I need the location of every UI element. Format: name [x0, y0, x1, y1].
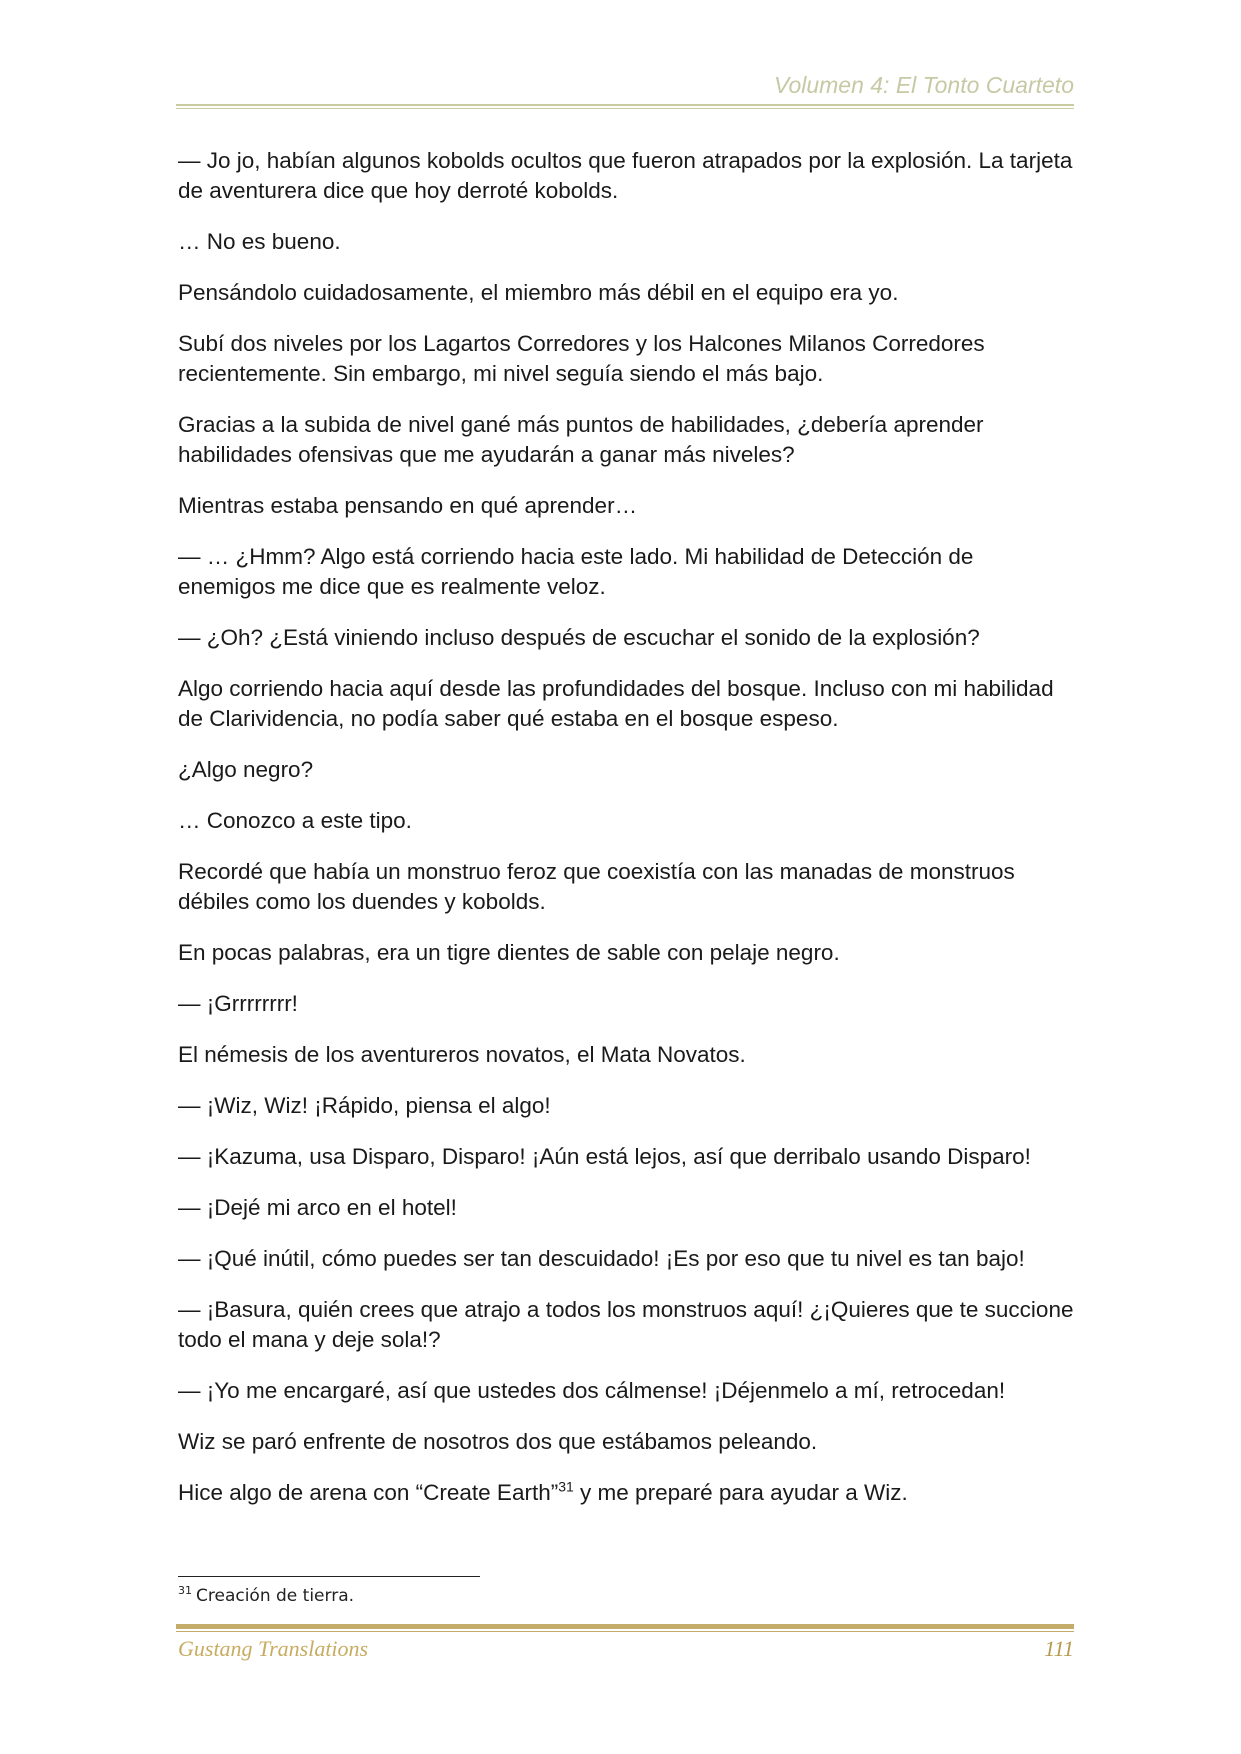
paragraph: Subí dos niveles por los Lagartos Corredores y los Halcones Milanos Corredores recientemente. Sin embargo, mi nivel seguía siendo el más bajo.	[178, 331, 985, 386]
paragraph: Gracias a la subida de nivel gané más puntos de habilidades, ¿debería aprender habilidades ofensivas que me ayudarán a ganar más niveles?	[178, 412, 984, 467]
paragraph-text-after: y me preparé para ayudar a Wiz.	[573, 1480, 908, 1505]
paragraph: — … ¿Hmm? Algo está corriendo hacia este lado. Mi habilidad de Detección de enemigos me dice que es realmente veloz.	[178, 544, 974, 599]
footer-credit: Gustang Translations	[178, 1636, 369, 1661]
paragraph: Recordé que había un monstruo feroz que coexistía con las manadas de monstruos débiles como los duendes y kobolds.	[178, 859, 1015, 914]
header-title: Volumen 4: El Tonto Cuarteto	[773, 72, 1074, 98]
paragraph: Algo corriendo hacia aquí desde las profundidades del bosque. Incluso con mi habilidad de Clarividencia, no podía saber qué estaba en el bosque espeso.	[178, 676, 1054, 731]
footnote	[178, 1586, 354, 1606]
footnote-text: Creación de tierra.	[196, 1586, 355, 1606]
footer-rule	[176, 1624, 1074, 1629]
page-number: 111	[1044, 1636, 1074, 1661]
paragraph: — ¡Dejé mi arco en el hotel!	[178, 1195, 457, 1220]
paragraph: Wiz se paró enfrente de nosotros dos que estábamos peleando.	[178, 1429, 818, 1454]
header-rule	[176, 104, 1074, 109]
footnote-reference[interactable]: 31	[558, 1478, 574, 1495]
paragraph-with-footnote-ref	[178, 1478, 1074, 1508]
paragraph: — ¡Yo me encargaré, así que ustedes dos cálmense! ¡Déjenmelo a mí, retrocedan!	[178, 1378, 1006, 1403]
paragraph: … No es bueno.	[178, 229, 341, 254]
paragraph: En pocas palabras, era un tigre dientes de sable con pelaje negro.	[178, 940, 840, 965]
paragraph: … Conozco a este tipo.	[178, 808, 412, 833]
body-text	[178, 146, 1074, 1529]
paragraph: — ¡Basura, quién crees que atrajo a todos los monstruos aquí! ¿¡Quieres que te succione todo el mana y deje sola!?	[178, 1297, 1074, 1352]
paragraph: — ¡Qué inútil, cómo puedes ser tan descuidado! ¡Es por eso que tu nivel es tan bajo!	[178, 1246, 1025, 1271]
paragraph: — ¡Kazuma, usa Disparo, Disparo! ¡Aún está lejos, así que derribalo usando Disparo!	[178, 1144, 1031, 1169]
footnote-separator	[178, 1576, 480, 1577]
paragraph: — ¿Oh? ¿Está viniendo incluso después de escuchar el sonido de la explosión?	[178, 625, 980, 650]
paragraph: Mientras estaba pensando en qué aprender…	[178, 493, 638, 518]
paragraph: — ¡Grrrrrrrr!	[178, 991, 298, 1016]
paragraph: — Jo jo, habían algunos kobolds ocultos que fueron atrapados por la explosión. La tarjeta de aventurera dice que hoy derroté kobolds.	[178, 148, 1073, 203]
footnote-number: 31	[178, 1584, 192, 1598]
paragraph: El némesis de los aventureros novatos, el Mata Novatos.	[178, 1042, 746, 1067]
paragraph-text-before: Hice algo de arena con “Create Earth”	[178, 1480, 559, 1505]
paragraph: Pensándolo cuidadosamente, el miembro más débil en el equipo era yo.	[178, 280, 899, 305]
paragraph: ¿Algo negro?	[178, 757, 314, 782]
page-header	[176, 72, 1074, 106]
paragraph: — ¡Wiz, Wiz! ¡Rápido, piensa el algo!	[178, 1093, 551, 1118]
